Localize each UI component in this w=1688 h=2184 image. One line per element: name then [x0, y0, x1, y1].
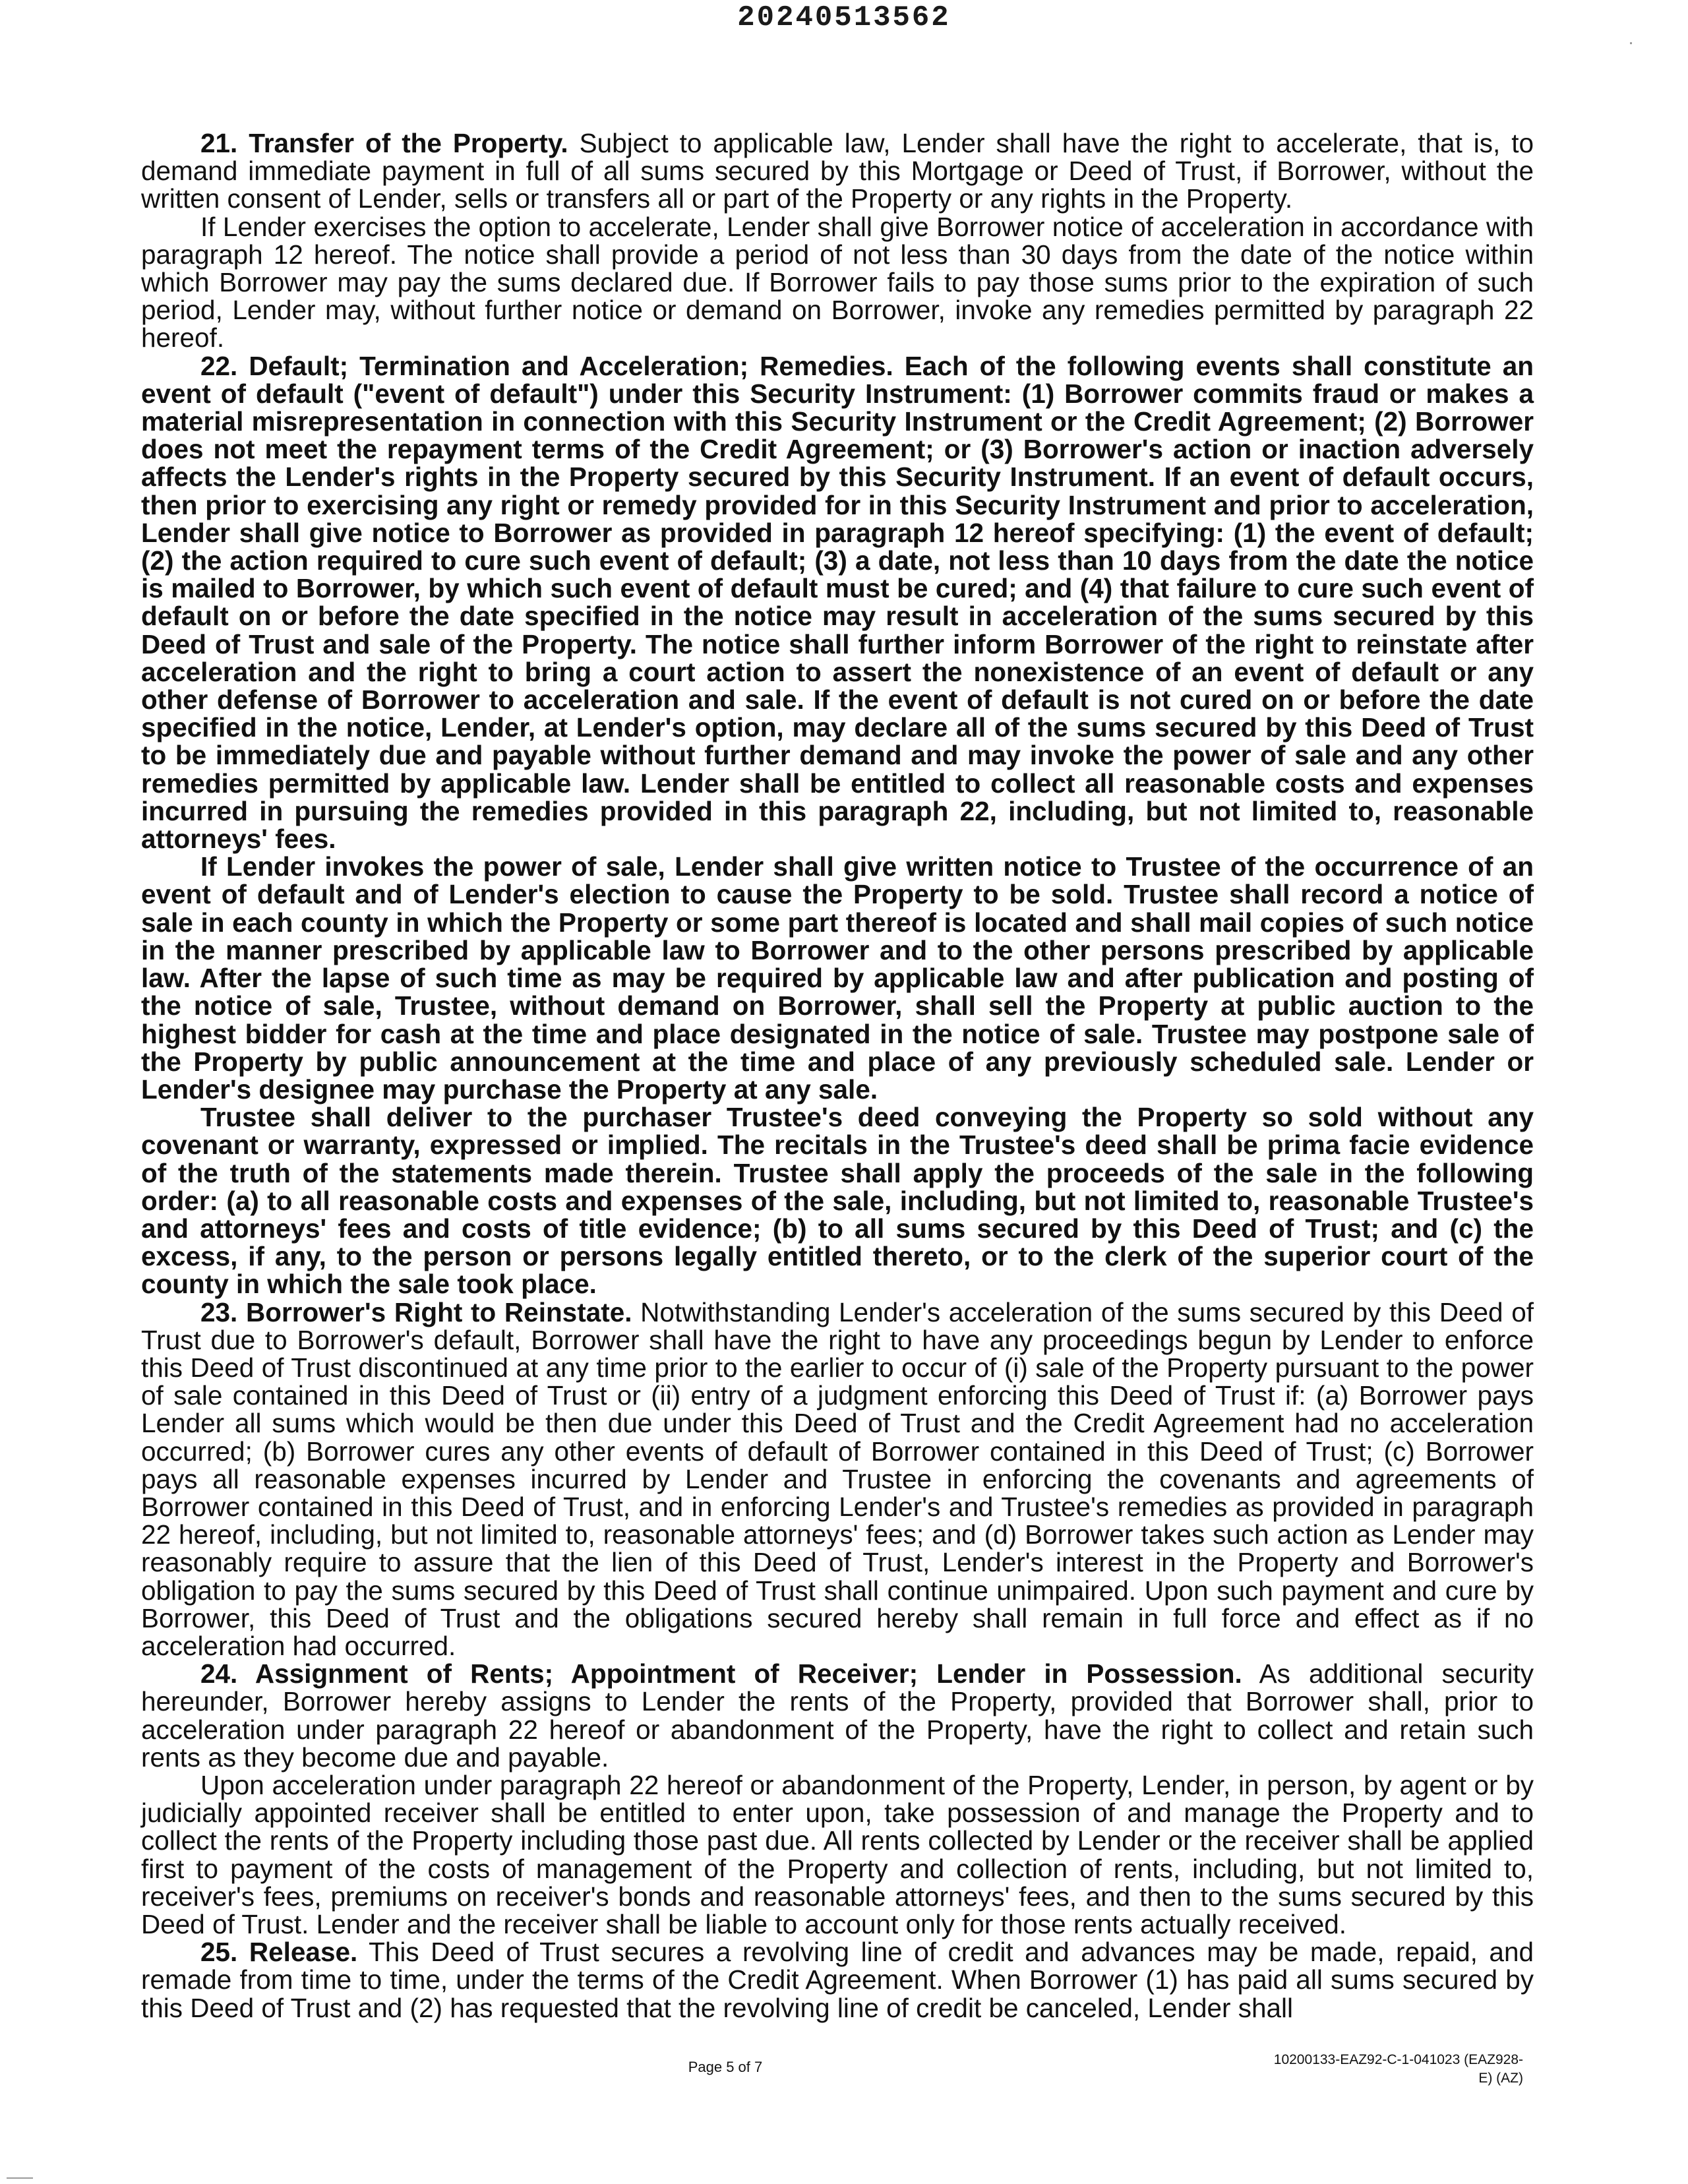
scan-speck [1630, 42, 1632, 44]
scan-speck [7, 2177, 33, 2179]
paragraph-22b [141, 853, 1534, 1103]
paragraph-22c [141, 1103, 1534, 1298]
section-24-text-2: Upon acceleration under paragraph 22 hereof or abandonment of the Property, Lender, in person, by agent or by judicially appointed receiver shall be entitled to enter upon, take possession of and manage the Property and to collect the rents of the Property including those past due. All rents collected by Lender or the receiver shall be applied first to payment of the costs of management of the Property and collection of rents, including, but not limited to, receiver's fees, premiums on receiver's bonds and reasonable attorneys' fees, and then to the sums secured by this Deed of Trust. Lender and the receiver shall be liable to account only for those rents actually received. [141, 1769, 1534, 1939]
paragraph-21b [141, 213, 1534, 352]
form-code [1213, 2051, 1523, 2088]
section-22-text: Each of the following events shall constitute an event of default ("event of default") under this Security Instrument: (1) Borrower commits fraud or makes a material misrepresentation in connection with this Security Instrument or the Credit Agreement; (2) Borrower does not meet the repayment terms of the Credit Agreement; or (3) Borrower's action or inaction adversely affects the Lender's rights in the Property secured by this Security Instrument. If an event of default occurs, then prior to exercising any right or remedy provided for in this Security Instrument and prior to acceleration, Lender shall give notice to Borrower as provided in paragraph 12 hereof specifying: (1) the event of default; (2) the action required to cure such event of default; (3) a date, not less than 10 days from the date the notice is mailed to Borrower, by which such event of default must be cured; and (4) that failure to cure such event of default on or before the date specified in the notice may result in acceleration of the sums secured by this Deed of Trust and sale of the Property. The notice shall further inform Borrower of the right to reinstate after acceleration and the right to bring a court action to assert the nonexistence of an event of default or any other defense of Borrower to acceleration and sale. If the event of default is not cured on or before the date specified in the notice, Lender, at Lender's option, may declare all of the sums secured by this Deed of Trust to be immediately due and payable without further demand and may invoke the power of sale and any other remedies permitted by applicable law. Lender shall be entitled to collect all reasonable costs and expenses incurred in pursuing the remedies provided in this paragraph 22, including, but not limited to, reasonable attorneys' fees. [141, 350, 1534, 855]
section-23-text: Notwithstanding Lender's acceleration of the sums secured by this Deed of Trust due to Borrower's default, Borrower shall have the right to have any proceedings begun by Lender to enforce this Deed of Trust discontinued at any time prior to the earlier to occur of (i) sale of the Property pursuant to the power of sale contained in this Deed of Trust or (ii) entry of a judgment enforcing this Deed of Trust if: (a) Borrower pays Lender all sums which would be then due under this Deed of Trust and the Credit Agreement had no acceleration occurred; (b) Borrower cures any other events of default of Borrower contained in this Deed of Trust; (c) Borrower pays all reasonable expenses incurred by Lender and Trustee in enforcing the covenants and agreements of Borrower contained in this Deed of Trust, and in enforcing Lender's and Trustee's remedies as provided in paragraph 22 hereof, including, but not limited to, reasonable attorneys' fees; and (d) Borrower takes such action as Lender may reasonably require to assure that the lien of this Deed of Trust, Lender's interest in the Property and Borrower's obligation to pay the sums secured by this Deed of Trust shall continue unimpaired. Upon such payment and cure by Borrower, this Deed of Trust and the obligations secured hereby shall remain in full force and effect as if no acceleration had occurred. [141, 1296, 1534, 1661]
section-22-heading: 22. Default; Termination and Acceleration; Remedies. [200, 350, 893, 381]
paragraph-22a [141, 352, 1534, 853]
section-23-heading: 23. Borrower's Right to Reinstate. [200, 1296, 632, 1327]
form-code-line-1: 10200133-EAZ92-C-1-041023 (EAZ928- [1273, 2052, 1523, 2067]
paragraph-23 [141, 1298, 1534, 1660]
section-25-heading: 25. Release. [200, 1937, 358, 1968]
section-21-text-2: If Lender exercises the option to accelerate, Lender shall give Borrower notice of acceleration in accordance with paragraph 12 hereof. The notice shall provide a period of not less than 30 days from the date of the notice within which Borrower may pay the sums declared due. If Borrower fails to pay those sums prior to the expiration of such period, Lender may, without further notice or demand on Borrower, invoke any remedies permitted by paragraph 22 hereof. [141, 211, 1534, 353]
form-code-line-2: E) (AZ) [1478, 2071, 1523, 2086]
document-number: 20240513562 [737, 1, 951, 34]
document-body [141, 129, 1534, 2022]
paragraph-24b [141, 1771, 1534, 1938]
section-25-text: This Deed of Trust secures a revolving line of credit and advances may be made, repaid, and remade from time to time, under the terms of the Credit Agreement. When Borrower (1) has paid all sums secured by this Deed of Trust and (2) has requested that the revolving line of credit be canceled, Lender shall [141, 1937, 1534, 2023]
paragraph-24a [141, 1660, 1534, 1771]
section-24-text: As additional security hereunder, Borrower hereby assigns to Lender the rents of the Property, provided that Borrower shall, prior to acceleration under paragraph 22 hereof or abandonment of the Property, have the right to collect and retain such rents as they become due and payable. [141, 1658, 1534, 1773]
section-22-text-2: If Lender invokes the power of sale, Lender shall give written notice to Trustee of the occurrence of an event of default and of Lender's election to cause the Property to be sold. Trustee shall record a notice of sale in each county in which the Property or some part thereof is located and shall mail copies of such notice in the manner prescribed by applicable law to Borrower and to the other persons prescribed by applicable law. After the lapse of such time as may be required by applicable law and after publication and posting of the notice of sale, Trustee, without demand on Borrower, shall sell the Property at public auction to the highest bidder for cash at the time and place designated in the notice of sale. Trustee may postpone sale of the Property by public announcement at the time and place of any previously scheduled sale. Lender or Lender's designee may purchase the Property at any sale. [141, 851, 1534, 1105]
section-21-heading: 21. Transfer of the Property. [200, 128, 568, 158]
section-24-heading: 24. Assignment of Rents; Appointment of Receiver; Lender in Possession. [200, 1658, 1242, 1689]
section-22-text-3: Trustee shall deliver to the purchaser Trustee's deed conveying the Property so sold without any covenant or warranty, expressed or implied. The recitals in the Trustee's deed shall be prima facie evidence of the truth of the statements made therein. Trustee shall apply the proceeds of the sale in the following order: (a) to all reasonable costs and expenses of the sale, including, but not limited to, reasonable Trustee's and attorneys' fees and costs of title evidence; (b) to all sums secured by this Deed of Trust; and (c) the excess, if any, to the person or persons legally entitled thereto, or to the clerk of the superior court of the county in which the sale took place. [141, 1102, 1534, 1300]
paragraph-21a [141, 129, 1534, 213]
section-21-text: Subject to applicable law, Lender shall have the right to accelerate, that is, to demand immediate payment in full of all sums secured by this Mortgage or Deed of Trust, if Borrower, without the written consent of Lender, sells or transfers all or part of the Property or any rights in the Property. [141, 128, 1534, 214]
page-number: Page 5 of 7 [688, 2059, 763, 2075]
paragraph-25 [141, 1938, 1534, 2022]
